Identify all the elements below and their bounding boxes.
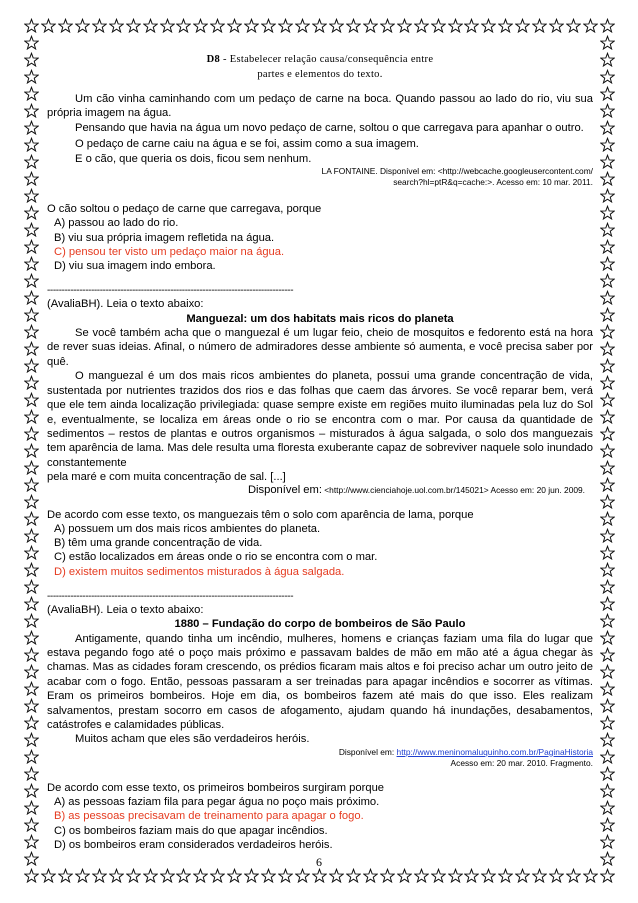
star-icon <box>600 307 615 322</box>
star-icon <box>600 273 615 288</box>
star-icon <box>363 18 378 33</box>
star-icon <box>312 868 327 883</box>
star-icon <box>24 171 39 186</box>
section-intro: (AvaliaBH). Leia o texto abaixo: <box>47 603 204 616</box>
star-icon <box>24 511 39 526</box>
descriptor-code: D8 <box>206 54 221 65</box>
star-icon <box>24 681 39 696</box>
separator-line: ------------------------------------------------------------------------------------ <box>47 590 294 602</box>
star-icon <box>583 868 598 883</box>
star-icon <box>41 18 56 33</box>
star-icon <box>24 596 39 611</box>
citation-label: Disponível em: <box>338 746 395 757</box>
star-icon <box>498 868 513 883</box>
star-icon <box>515 868 530 883</box>
star-icon <box>244 868 259 883</box>
star-icon <box>498 18 513 33</box>
separator-line: ------------------------------------------------------------------------------------ <box>47 285 294 297</box>
star-icon <box>24 341 39 356</box>
star-icon <box>600 596 615 611</box>
star-icon <box>109 18 124 33</box>
star-icon <box>24 358 39 373</box>
star-icon <box>24 783 39 798</box>
answer-option[interactable]: B) viu sua própria imagem refletida na água. <box>54 231 275 244</box>
star-icon <box>210 18 225 33</box>
star-icon <box>515 18 530 33</box>
star-icon <box>532 868 547 883</box>
answer-option[interactable]: C) os bombeiros faziam mais do que apagar incêndios. <box>54 824 328 837</box>
star-icon <box>600 222 615 237</box>
star-icon <box>380 18 395 33</box>
star-icon <box>600 443 615 458</box>
star-icon <box>143 868 158 883</box>
star-icon <box>566 868 581 883</box>
star-icon <box>397 18 412 33</box>
story-paragraph: Um cão vinha caminhando com um pedaço de carne na boca. Quando passou ao lado do rio, viu sua própria imagem na água. <box>47 93 593 120</box>
star-icon <box>600 18 615 33</box>
star-icon <box>227 18 242 33</box>
section-intro: (AvaliaBH). Leia o texto abaixo: <box>47 298 204 311</box>
star-icon <box>24 86 39 101</box>
star-icon <box>92 868 107 883</box>
star-icon <box>600 630 615 645</box>
star-icon <box>24 324 39 339</box>
star-icon <box>210 868 225 883</box>
star-icon <box>600 409 615 424</box>
star-icon <box>24 52 39 67</box>
star-icon <box>363 868 378 883</box>
star-icon <box>24 290 39 305</box>
text-paragraph: O manguezal é um dos mais ricos ambientes do planeta, possui uma grande concentração de vida, sustentada por nutrientes trazidos dos rios e das folhas que caem das árvores. Se você reparar bem, verá que ele tem ainda localização privilegiada: quase sempre existe em regiões muito iluminadas pela luz do Sol e, eventualmente, se localiza em áreas onde o rio se encontra com o mar. Por causa da quantidade de sedimentos – restos de plantas e outros organismos – misturados à água salgada, o solo dos manguezais tem aparência de lama. Mas dele resulta uma floresta exuberante capaz de sobreviver naquele solo inundado constantemente <box>47 370 593 469</box>
citation <box>47 485 593 496</box>
star-icon <box>600 511 615 526</box>
star-icon <box>600 613 615 628</box>
answer-option[interactable]: B) têm uma grande concentração de vida. <box>54 537 263 550</box>
star-icon <box>278 18 293 33</box>
star-icon <box>24 392 39 407</box>
star-icon <box>24 817 39 832</box>
star-icon <box>160 18 175 33</box>
star-icon <box>600 358 615 373</box>
star-icon <box>329 868 344 883</box>
star-icon <box>481 18 496 33</box>
star-icon <box>24 409 39 424</box>
star-icon <box>600 494 615 509</box>
star-icon <box>600 324 615 339</box>
star-icon <box>600 341 615 356</box>
star-icon <box>24 766 39 781</box>
question-stem: De acordo com esse texto, os primeiros bombeiros surgiram porque <box>47 781 385 794</box>
star-icon <box>24 205 39 220</box>
citation <box>47 166 593 188</box>
star-icon <box>24 868 39 883</box>
star-icon <box>24 103 39 118</box>
star-icon <box>481 868 496 883</box>
text-paragraph: pela maré e com muita concentração de sal. [...] <box>47 471 286 484</box>
text-paragraph: Se você também acha que o manguezal é um lugar feio, cheio de mosquitos e fedorento está na hora de rever suas ideias. Afinal, o número de admiradores desse ambiente só aumenta, e você precisa saber por quê. <box>47 327 593 368</box>
star-icon <box>143 18 158 33</box>
star-icon <box>24 749 39 764</box>
star-icon <box>24 35 39 50</box>
star-icon <box>24 307 39 322</box>
star-icon <box>58 18 73 33</box>
star-icon <box>464 868 479 883</box>
correct-answer-option[interactable]: D) existem muitos sedimentos misturados à água salgada. <box>54 565 345 578</box>
star-icon <box>24 375 39 390</box>
star-icon <box>448 18 463 33</box>
star-icon <box>24 222 39 237</box>
star-icon <box>414 18 429 33</box>
star-icon <box>24 630 39 645</box>
star-icon <box>24 647 39 662</box>
star-icon <box>464 18 479 33</box>
star-icon <box>380 868 395 883</box>
star-icon <box>600 732 615 747</box>
citation-link[interactable]: http://www.meninomaluquinho.com.br/PaginaHistoria <box>396 746 593 757</box>
star-icon <box>600 426 615 441</box>
star-icon <box>600 188 615 203</box>
star-icon <box>126 18 141 33</box>
citation <box>47 747 593 769</box>
star-icon <box>24 664 39 679</box>
answer-option[interactable]: D) os bombeiros eram considerados verdadeiros heróis. <box>54 838 333 851</box>
star-icon <box>431 868 446 883</box>
answer-option[interactable]: C) estão localizados em áreas onde o rio se encontra com o mar. <box>54 551 378 564</box>
star-icon <box>600 868 615 883</box>
star-icon <box>176 18 191 33</box>
star-icon <box>24 69 39 84</box>
star-icon <box>312 18 327 33</box>
star-icon <box>600 477 615 492</box>
answer-option[interactable]: D) viu sua imagem indo embora. <box>54 260 216 273</box>
descriptor-line-1: - Estabelecer relação causa/consequência entre <box>223 54 434 65</box>
star-icon <box>24 528 39 543</box>
star-icon <box>24 732 39 747</box>
star-icon <box>600 800 615 815</box>
star-icon <box>600 664 615 679</box>
star-icon <box>600 647 615 662</box>
star-icon <box>431 18 446 33</box>
star-icon <box>24 18 39 33</box>
star-icon <box>92 18 107 33</box>
citation-line: Acesso em: 20 mar. 2010. Fragmento. <box>450 757 593 768</box>
star-icon <box>600 171 615 186</box>
citation-line: LA FONTAINE. Disponível em: <http://webcache.googleusercontent.com/ <box>321 166 593 177</box>
star-icon <box>24 137 39 152</box>
story-paragraph: E o cão, que queria os dois, ficou sem nenhum. <box>75 152 312 165</box>
star-icon <box>600 783 615 798</box>
star-icon <box>549 868 564 883</box>
star-icon <box>566 18 581 33</box>
star-icon <box>600 290 615 305</box>
story-paragraph: Pensando que havia na água um novo pedaço de carne, soltou o que carregava para apanhar o outro. <box>75 121 584 134</box>
star-icon <box>24 154 39 169</box>
star-icon <box>75 868 90 883</box>
star-icon <box>24 579 39 594</box>
document-page <box>47 52 593 852</box>
citation-label: Disponível em: <box>247 483 322 496</box>
star-icon <box>75 18 90 33</box>
star-icon <box>193 18 208 33</box>
star-icon <box>227 868 242 883</box>
star-icon <box>24 715 39 730</box>
answer-option[interactable]: A) possuem um dos mais ricos ambientes do planeta. <box>54 522 321 535</box>
star-icon <box>295 18 310 33</box>
star-icon <box>24 426 39 441</box>
star-icon <box>600 69 615 84</box>
star-icon <box>24 494 39 509</box>
star-icon <box>193 868 208 883</box>
star-icon <box>600 154 615 169</box>
star-icon <box>24 562 39 577</box>
star-icon <box>600 392 615 407</box>
question-stem: O cão soltou o pedaço de carne que carregava, porque <box>47 203 322 216</box>
star-icon <box>600 239 615 254</box>
star-icon <box>24 800 39 815</box>
star-icon <box>600 460 615 475</box>
star-icon <box>261 18 276 33</box>
star-icon <box>24 239 39 254</box>
star-icon <box>600 375 615 390</box>
text-paragraph: Antigamente, quando tinha um incêndio, mulheres, homens e crianças faziam uma fila do lugar que estava pegando fogo até o poço mais próximo e passavam baldes de mão em mão até a água chegar às chamas. Mas as cidades foram crescendo, os prédios ficaram mais altos e foi preciso achar um outro jeito de acabar com o fogo. Então, pessoas passaram a ser treinadas para apagar incêndios e socorrer as vítimas. Eram os primeiros bombeiros. Hoje em dia, os bombeiros fazem até mais do que isso. Eles realizam salvamentos, prestam socorro em casos de afogamento, ajudam quando há inundações, desabamentos, catástrofes e calamidades públicas. <box>47 632 593 731</box>
star-icon <box>600 137 615 152</box>
star-icon <box>600 35 615 50</box>
star-icon <box>600 834 615 849</box>
star-icon <box>600 766 615 781</box>
star-icon <box>600 86 615 101</box>
star-icon <box>448 868 463 883</box>
star-icon <box>244 18 259 33</box>
star-icon <box>600 256 615 271</box>
star-icon <box>24 477 39 492</box>
page-number: 6 <box>316 855 322 869</box>
text-title: Manguezal: um dos habitats mais ricos do planeta <box>186 312 454 325</box>
star-icon <box>600 545 615 560</box>
star-icon <box>126 868 141 883</box>
star-icon <box>346 868 361 883</box>
star-icon <box>261 868 276 883</box>
star-icon <box>24 698 39 713</box>
star-icon <box>600 749 615 764</box>
star-icon <box>24 273 39 288</box>
answer-option[interactable]: A) as pessoas faziam fila para pegar água no poço mais próximo. <box>54 796 380 809</box>
star-icon <box>24 545 39 560</box>
story-paragraph: O pedaço de carne caiu na água e se foi, assim como a sua imagem. <box>75 138 419 151</box>
star-icon <box>109 868 124 883</box>
star-icon <box>24 460 39 475</box>
star-icon <box>600 562 615 577</box>
star-icon <box>583 18 598 33</box>
star-icon <box>24 443 39 458</box>
star-icon <box>600 52 615 67</box>
star-icon <box>24 120 39 135</box>
citation-line: search?hl=ptR&q=cache:>. Acesso em: 10 mar. 2011. <box>393 177 593 188</box>
star-icon <box>414 868 429 883</box>
star-icon <box>532 18 547 33</box>
correct-answer-option[interactable]: C) pensou ter visto um pedaço maior na água. <box>54 245 285 258</box>
star-icon <box>600 103 615 118</box>
star-icon <box>24 188 39 203</box>
text-paragraph: Muitos acham que eles são verdadeiros heróis. <box>75 733 310 746</box>
page-header <box>47 52 593 82</box>
descriptor-line-2: partes e elementos do texto. <box>257 69 383 80</box>
star-icon <box>600 579 615 594</box>
star-icon <box>329 18 344 33</box>
star-icon <box>24 834 39 849</box>
star-icon <box>600 817 615 832</box>
question-stem: De acordo com esse texto, os manguezais têm o solo com aparência de lama, porque <box>47 508 474 521</box>
star-icon <box>397 868 412 883</box>
star-icon <box>295 868 310 883</box>
star-icon <box>41 868 56 883</box>
star-icon <box>600 681 615 696</box>
star-icon <box>160 868 175 883</box>
star-icon <box>549 18 564 33</box>
star-icon <box>176 868 191 883</box>
star-icon <box>600 120 615 135</box>
star-icon <box>24 613 39 628</box>
text-title: 1880 – Fundação do corpo de bombeiros de São Paulo <box>174 618 466 631</box>
star-icon <box>58 868 73 883</box>
star-icon <box>600 528 615 543</box>
star-icon <box>600 698 615 713</box>
citation-source: <http://www.cienciahoje.uol.com.br/145021> Acesso em: 20 jun. 2009. <box>324 484 585 495</box>
answer-option[interactable]: A) passou ao lado do rio. <box>54 217 179 230</box>
star-icon <box>24 256 39 271</box>
star-icon <box>346 18 361 33</box>
correct-answer-option[interactable]: B) as pessoas precisavam de treinamento para apagar o fogo. <box>54 810 364 823</box>
star-icon <box>278 868 293 883</box>
star-icon <box>600 715 615 730</box>
star-icon <box>600 205 615 220</box>
